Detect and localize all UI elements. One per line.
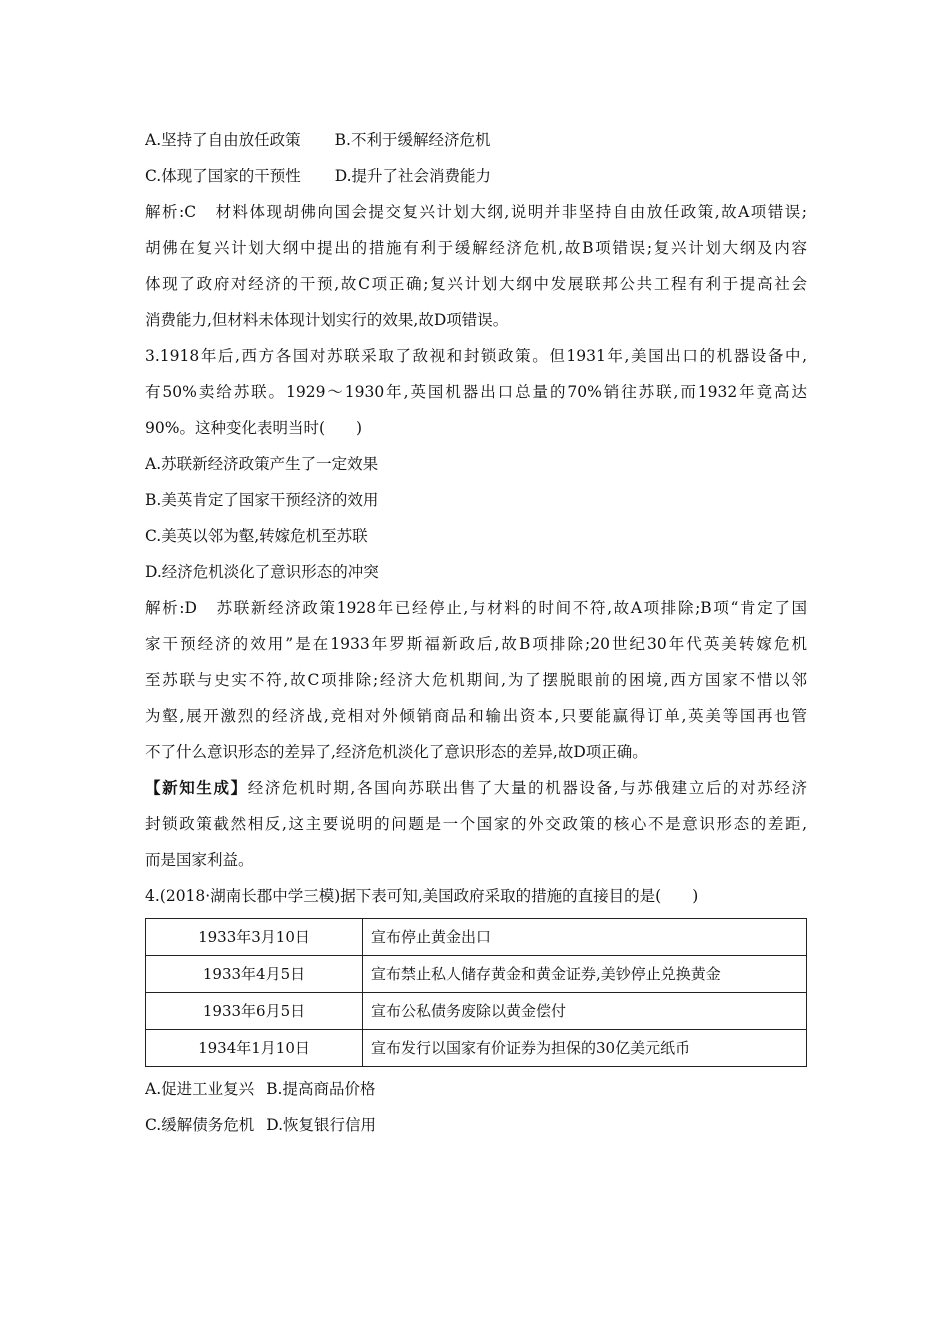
q3-analysis-line-4: 为壑,展开激烈的经济战,竞相对外倾销商品和输出资本,只要能赢得订单,英美等国再也管 [145,707,807,725]
q3-option-b: B.美英肯定了国家干预经济的效用 [145,491,379,509]
table-cell-event: 宣布发行以国家有价证券为担保的30亿美元纸币 [363,1030,807,1067]
table-row [146,1030,807,1067]
q3-stem-line-1: 3.1918年后,西方各国对苏联采取了敌视和封锁政策。但1931年,美国出口的机器设备中, [145,347,807,365]
table-cell-date: 1934年1月10日 [146,1030,363,1067]
q2-analysis-text: 材料体现胡佛向国会提交复兴计划大纲,说明并非坚持自由放任政策,故A项错误; [214,203,807,221]
q3-analysis-line-1 [145,590,807,626]
table-cell-event: 宣布禁止私人储存黄金和黄金证券,美钞停止兑换黄金 [363,956,807,993]
q3-option-d: D.经济危机淡化了意识形态的冲突 [145,563,379,581]
q4-option-d: D.恢复银行信用 [266,1116,377,1134]
table-cell-date: 1933年4月5日 [146,956,363,993]
table-cell-event: 宣布公私债务废除以黄金偿付 [363,993,807,1030]
q4-option-c: C.缓解债务危机 [145,1116,255,1134]
new-knowledge-text: 经济危机时期,各国向苏联出售了大量的机器设备,与苏俄建立后的对苏经济 [247,779,807,797]
q3-analysis-label: 解析:D [145,599,197,617]
q2-analysis-line-1 [145,194,807,230]
q3-analysis-line-3: 至苏联与史实不符,故C项排除;经济大危机期间,为了摆脱眼前的困境,西方国家不惜以邻 [145,671,807,689]
table-cell-event: 宣布停止黄金出口 [363,919,807,956]
q2-options-row-1 [145,122,807,158]
new-knowledge-line-1 [145,770,807,806]
q2-option-d: D.提升了社会消费能力 [334,167,492,185]
q4-option-a: A.促进工业复兴 [145,1080,255,1098]
q2-analysis-line-3: 体现了政府对经济的干预,故C项正确;复兴计划大纲中发展联邦公共工程有利于提高社会 [145,275,807,293]
table-row [146,993,807,1030]
q3-analysis-line-5: 不了什么意识形态的差异了,经济危机淡化了意识形态的差异,故D项正确。 [145,743,648,761]
q3-stem-line-3: 90%。这种变化表明当时( ) [145,419,363,437]
q4-options-row-1 [145,1071,807,1107]
q2-option-c: C.体现了国家的干预性 [145,167,301,185]
q4-stem: 4.(2018·湖南长郡中学三模)据下表可知,美国政府采取的措施的直接目的是( ) [145,887,699,905]
q4-option-b: B.提高商品价格 [266,1080,376,1098]
q2-analysis-label: 解析:C [145,203,197,221]
q2-analysis-line-4: 消费能力,但材料未体现计划实行的效果,故D项错误。 [145,311,509,329]
new-knowledge-line-3: 而是国家利益。 [145,851,254,869]
new-knowledge-label: 【新知生成】 [145,778,248,797]
q3-stem-line-2: 有50%卖给苏联。1929～1930年,英国机器出口总量的70%销往苏联,而1932年竟高达 [145,383,807,401]
table-row [146,956,807,993]
q2-analysis-line-2: 胡佛在复兴计划大纲中提出的措施有利于缓解经济危机,故B项错误;复兴计划大纲及内容 [145,239,807,257]
table-cell-date: 1933年6月5日 [146,993,363,1030]
table-cell-date: 1933年3月10日 [146,919,363,956]
q2-options-row-2 [145,158,807,194]
q3-analysis-line-2: 家干预经济的效用”是在1933年罗斯福新政后,故B项排除;20世纪30年代英美转嫁危机 [145,635,807,653]
q3-option-a: A.苏联新经济政策产生了一定效果 [145,455,379,473]
q4-table [145,918,807,1067]
q3-analysis-text: 苏联新经济政策1928年已经停止,与材料的时间不符,故A项排除;B项“肯定了国 [214,599,807,617]
table-row [146,919,807,956]
q3-option-c: C.美英以邻为壑,转嫁危机至苏联 [145,527,368,545]
q4-options-row-2 [145,1107,807,1143]
document-page [145,122,807,1143]
q2-option-b: B.不利于缓解经济危机 [334,131,491,149]
new-knowledge-line-2: 封锁政策截然相反,这主要说明的问题是一个国家的外交政策的核心不是意识形态的差距, [145,815,807,833]
q2-option-a: A.坚持了自由放任政策 [145,131,301,149]
